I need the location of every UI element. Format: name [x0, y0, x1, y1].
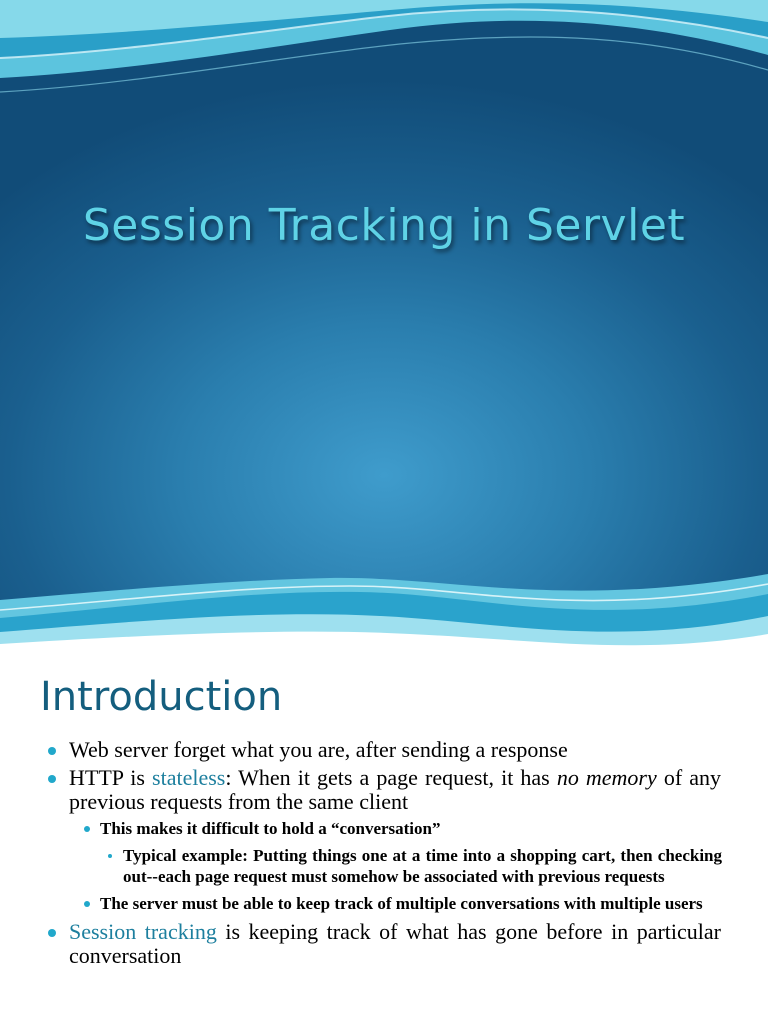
bullet-text-pre: HTTP is — [69, 765, 153, 790]
sub-bullet-item — [100, 893, 722, 914]
slide-title: Session Tracking in Servlet — [82, 200, 686, 251]
bullet-dot-icon — [48, 747, 56, 755]
emphasis-term: no memory — [556, 765, 657, 790]
sub-bullet-item — [100, 818, 722, 839]
highlight-term: stateless — [152, 765, 226, 790]
bullet-text: Web server forget what you are, after sending a response — [69, 737, 568, 762]
bullet-dot-icon — [48, 775, 56, 783]
sub-bullet-text: The server must be able to keep track of multiple conversations with multiple users — [100, 894, 703, 913]
highlight-term: Session tracking — [69, 919, 217, 944]
bullet-text-mid: : When it gets a page request, it has — [225, 765, 557, 790]
bottom-wave-decoration — [0, 570, 768, 660]
bullet-text-post: is keeping track of what has gone before in particular conversation — [69, 919, 721, 968]
bullet-dot-icon — [48, 929, 56, 937]
introduction-slide — [0, 660, 768, 1024]
bullet-item — [69, 738, 721, 762]
bullet-dot-icon — [84, 826, 90, 832]
top-wave-decoration — [0, 0, 768, 110]
sub-sub-bullet-text: Typical example: Putting things one at a time into a shopping cart, then checking out--each page request must somehow be associated with previous requests — [123, 846, 722, 886]
bullet-dot-icon — [108, 854, 112, 858]
bullet-list — [0, 738, 768, 972]
slide-heading: Introduction — [40, 674, 283, 720]
bullet-item — [69, 920, 721, 968]
bullet-text-post: of any previous requests from the same client — [69, 765, 722, 814]
sub-sub-bullet-item — [123, 845, 722, 887]
bullet-dot-icon — [84, 901, 90, 907]
bullet-item — [69, 766, 721, 814]
sub-bullet-text: This makes it difficult to hold a “conversation” — [100, 819, 441, 838]
